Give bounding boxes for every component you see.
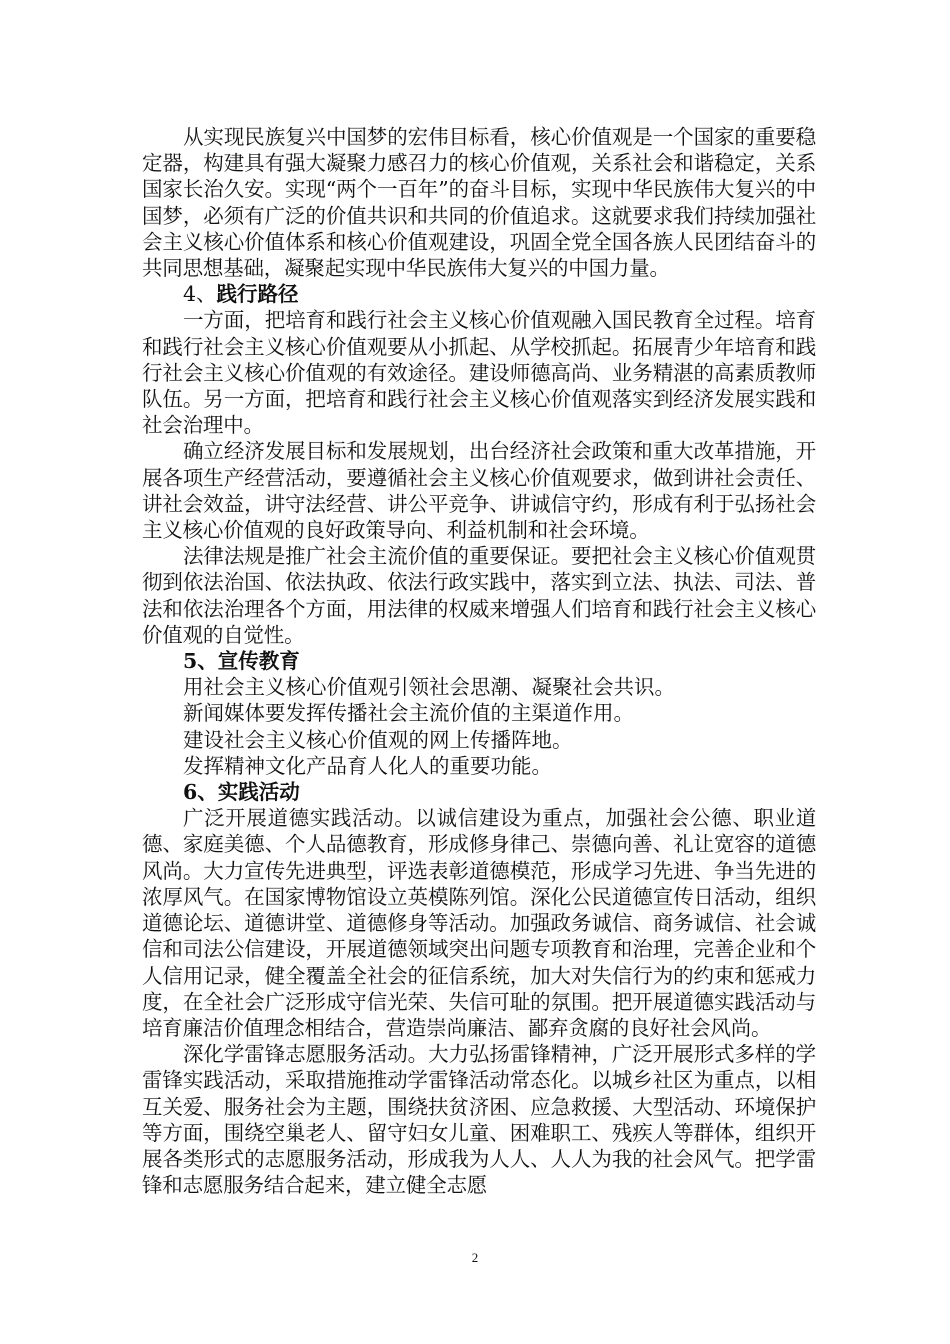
section-title: 宣传教育 xyxy=(217,649,300,674)
section-number: 6、 xyxy=(183,780,218,805)
section-number: 5、 xyxy=(183,649,218,674)
section-heading-6 xyxy=(142,779,816,805)
section-number: 4、 xyxy=(183,282,217,307)
document-body xyxy=(142,124,816,1198)
page-number: 2 xyxy=(471,1250,479,1265)
section-title: 践行路径 xyxy=(216,282,299,307)
list-item: 发挥精神文化产品育人化人的重要功能。 xyxy=(183,753,552,778)
list-item: 用社会主义核心价值观引领社会思潮、凝聚社会共识。 xyxy=(183,675,675,700)
paragraph-economy: 确立经济发展目标和发展规划，出台经济社会政策和重大改革措施，开展各项生产经营活动，要遵循社会主义核心价值观要求，做到讲社会责任、讲社会效益，讲守法经营、讲公平竞争、讲诚信守约，形成有利于弘扬社会主义核心价值观的良好政策导向、利益机制和社会环境。 xyxy=(142,439,816,543)
section-heading-4 xyxy=(142,281,816,307)
section-title: 实践活动 xyxy=(217,780,300,805)
paragraph-law: 法律法规是推广社会主流价值的重要保证。要把社会主义核心价值观贯彻到依法治国、依法执政、依法行政实践中，落实到立法、执法、司法、普法和依法治理各个方面，用法律的权威来增强人们培育和践行社会主义核心价值观的自觉性。 xyxy=(142,544,816,647)
paragraph-volunteer: 深化学雷锋志愿服务活动。大力弘扬雷锋精神，广泛开展形式多样的学雷锋实践活动，采取措施推动学雷锋活动常态化。以城乡社区为重点，以相互关爱、服务社会为主题，围绕扶贫济困、应急救援、大型活动、环境保护等方面，围绕空巢老人、留守妇女儿童、困难职工、残疾人等群体，组织开展各类形式的志愿服务活动，形成我为人人、人人为我的社会风气。把学雷锋和志愿服务结合起来，建立健全志愿 xyxy=(142,1042,816,1198)
section-heading-5 xyxy=(142,648,816,674)
list-item: 新闻媒体要发挥传播社会主流价值的主渠道作用。 xyxy=(183,701,634,726)
paragraph-moral-practice: 广泛开展道德实践活动。以诚信建设为重点，加强社会公德、职业道德、家庭美德、个人品德教育，形成修身律己、崇德向善、礼让宽容的道德风尚。大力宣传先进典型，评选表彰道德模范，形成学习先进、争当先进的浓厚风气。在国家博物馆设立英模陈列馆。深化公民道德宣传日活动，组织道德论坛、道德讲堂、道德修身等活动。加强政务诚信、商务诚信、社会诚信和司法公信建设，开展道德领域突出问题专项教育和治理，完善企业和个人信用记录，健全覆盖全社会的征信系统，加大对失信行为的约束和惩戒力度，在全社会广泛形成守信光荣、失信可耻的氛围。把开展道德实践活动与培育廉洁价值理念相结合，营造崇尚廉洁、鄙弃贪腐的良好社会风尚。 xyxy=(142,806,816,1040)
paragraph-education: 一方面，把培育和践行社会主义核心价值观融入国民教育全过程。培育和践行社会主义核心价值观要从小抓起、从学校抓起。拓展青少年培育和践行社会主义核心价值观的有效途径。建设师德高尚、业务精湛的高素质教师队伍。另一方面，把培育和践行社会主义核心价值观落实到经济发展实践和社会治理中。 xyxy=(142,308,816,438)
list-item: 建设社会主义核心价值观的网上传播阵地。 xyxy=(183,727,573,752)
paragraph-core-values-goal: 从实现民族复兴中国梦的宏伟目标看，核心价值观是一个国家的重要稳定器，构建具有强大凝聚力感召力的核心价值观，关系社会和谐稳定，关系国家长治久安。实现“两个一百年”的奋斗目标，实现中华民族伟大复兴的中国梦，必须有广泛的价值共识和共同的价值追求。这就要求我们持续加强社会主义核心价值体系和核心价值观建设，巩固全党全国各族人民团结奋斗的共同思想基础，凝聚起实现中华民族伟大复兴的中国力量。 xyxy=(142,125,816,281)
